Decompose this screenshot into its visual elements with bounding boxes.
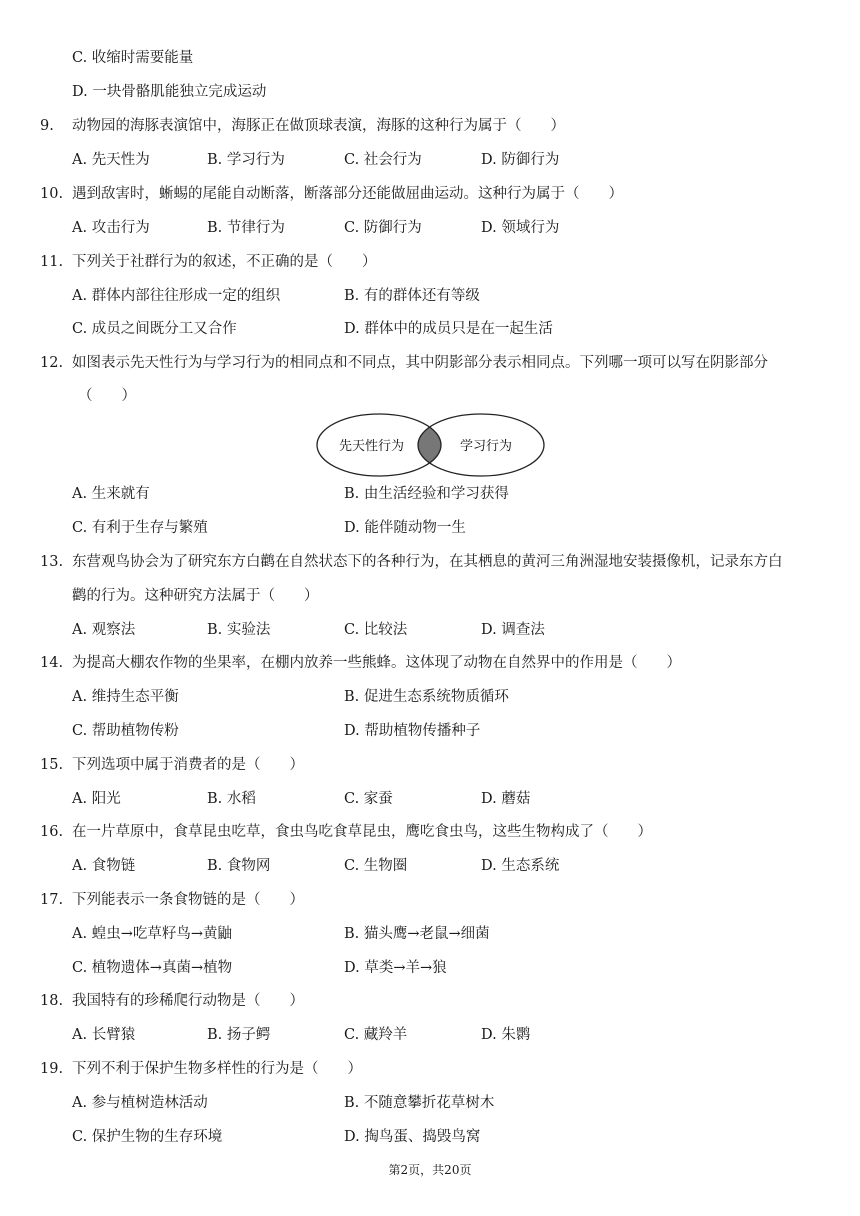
q8-option-d: D. 一块骨骼肌能独立完成运动 xyxy=(72,84,267,100)
option-a: A. 参与植树造林活动 xyxy=(72,1095,208,1111)
question-text: 下列能表示一条食物链的是（ ） xyxy=(72,892,304,908)
option-a: A. 维持生态平衡 xyxy=(72,689,179,705)
question-text: 下列关于社群行为的叙述，不正确的是（ ） xyxy=(72,254,377,270)
option-b: B. 扬子鳄 xyxy=(207,1027,271,1043)
answer-parentheses: （ ） xyxy=(78,388,136,404)
option-d: D. 领域行为 xyxy=(481,220,560,236)
question-number: 15. xyxy=(40,757,64,773)
question-number: 17. xyxy=(40,892,64,908)
option-b: B. 有的群体还有等级 xyxy=(344,288,480,304)
question-text: 如图表示先天性行为与学习行为的相同点和不同点，其中阴影部分表示相同点。下列哪一项可以写在阴影部分 xyxy=(72,355,768,371)
option-d: D. 群体中的成员只是在一起生活 xyxy=(344,321,553,337)
option-d: D. 防御行为 xyxy=(481,152,560,168)
option-c: C. 社会行为 xyxy=(344,152,422,168)
option-b: B. 猫头鹰→老鼠→细菌 xyxy=(344,926,490,942)
question-number: 18. xyxy=(40,993,64,1009)
option-a: A. 食物链 xyxy=(72,858,136,874)
option-c: C. 帮助植物传粉 xyxy=(72,723,179,739)
page-footer: 第2页，共20页 xyxy=(388,1163,472,1177)
option-b: B. 促进生态系统物质循环 xyxy=(344,689,509,705)
question-text: 遇到敌害时，蜥蜴的尾能自动断落，断落部分还能做屈曲运动。这种行为属于（ ） xyxy=(72,186,623,202)
option-d: D. 调查法 xyxy=(481,622,545,638)
option-a: A. 生来就有 xyxy=(72,486,150,502)
option-b: B. 食物网 xyxy=(207,858,271,874)
option-c: C. 植物遗体→真菌→植物 xyxy=(72,960,233,976)
question-text: 下列不利于保护生物多样性的行为是（ ） xyxy=(72,1061,362,1077)
option-c: C. 防御行为 xyxy=(344,220,422,236)
option-d: D. 帮助植物传播种子 xyxy=(344,723,481,739)
option-b: B. 学习行为 xyxy=(207,152,285,168)
option-d: D. 蘑菇 xyxy=(481,791,531,807)
question-number: 10. xyxy=(40,186,64,202)
option-c: C. 保护生物的生存环境 xyxy=(72,1129,223,1145)
question-text: 为提高大棚农作物的坐果率，在棚内放养一些熊蜂。这体现了动物在自然界中的作用是（ ） xyxy=(72,655,681,671)
option-b: B. 由生活经验和学习获得 xyxy=(344,486,509,502)
question-number: 11. xyxy=(40,254,64,270)
venn-left-label: 先天性行为 xyxy=(339,439,405,454)
option-b: B. 实验法 xyxy=(207,622,271,638)
option-c: C. 生物圈 xyxy=(344,858,408,874)
option-a: A. 群体内部往往形成一定的组织 xyxy=(72,288,281,304)
venn-right-label: 学习行为 xyxy=(460,439,513,454)
q8-option-c: C. 收缩时需要能量 xyxy=(72,50,194,66)
option-c: C. 藏羚羊 xyxy=(344,1027,408,1043)
option-a: A. 蝗虫→吃草籽鸟→黄鼬 xyxy=(72,926,232,942)
question-number: 9. xyxy=(40,118,54,134)
option-a: A. 先天性为 xyxy=(72,152,150,168)
question-text: 动物园的海豚表演馆中，海豚正在做顶球表演，海豚的这种行为属于（ ） xyxy=(72,118,565,134)
question-text: 下列选项中属于消费者的是（ ） xyxy=(72,757,304,773)
option-b: B. 不随意攀折花草树木 xyxy=(344,1095,495,1111)
option-c: C. 有利于生存与繁殖 xyxy=(72,520,208,536)
option-a: A. 观察法 xyxy=(72,622,136,638)
question-number: 16. xyxy=(40,824,64,840)
option-d: D. 草类→羊→狼 xyxy=(344,960,447,976)
option-a: A. 阳光 xyxy=(72,791,121,807)
option-d: D. 生态系统 xyxy=(481,858,560,874)
option-b: B. 节律行为 xyxy=(207,220,285,236)
question-text-continued: 鹳的行为。这种研究方法属于（ ） xyxy=(72,588,319,604)
option-c: C. 家蚕 xyxy=(344,791,393,807)
option-d: D. 朱鹮 xyxy=(481,1027,531,1043)
option-d: D. 能伴随动物一生 xyxy=(344,520,466,536)
question-text: 在一片草原中，食草昆虫吃草，食虫鸟吃食草昆虫，鹰吃食虫鸟，这些生物构成了（ ） xyxy=(72,824,652,840)
question-text: 东营观鸟协会为了研究东方白鹳在自然状态下的各种行为，在其栖息的黄河三角洲湿地安装摄像机，记录东方白 xyxy=(72,554,783,570)
question-number: 13. xyxy=(40,554,64,570)
option-c: C. 比较法 xyxy=(344,622,408,638)
question-number: 14. xyxy=(40,655,64,671)
option-a: A. 攻击行为 xyxy=(72,220,150,236)
option-b: B. 水稻 xyxy=(207,791,256,807)
option-d: D. 掏鸟蛋、捣毁鸟窝 xyxy=(344,1129,481,1145)
question-text: 我国特有的珍稀爬行动物是（ ） xyxy=(72,993,304,1009)
venn-diagram xyxy=(315,412,547,480)
option-c: C. 成员之间既分工又合作 xyxy=(72,321,237,337)
option-a: A. 长臂猿 xyxy=(72,1027,136,1043)
question-number: 12. xyxy=(40,355,64,371)
question-number: 19. xyxy=(40,1061,64,1077)
